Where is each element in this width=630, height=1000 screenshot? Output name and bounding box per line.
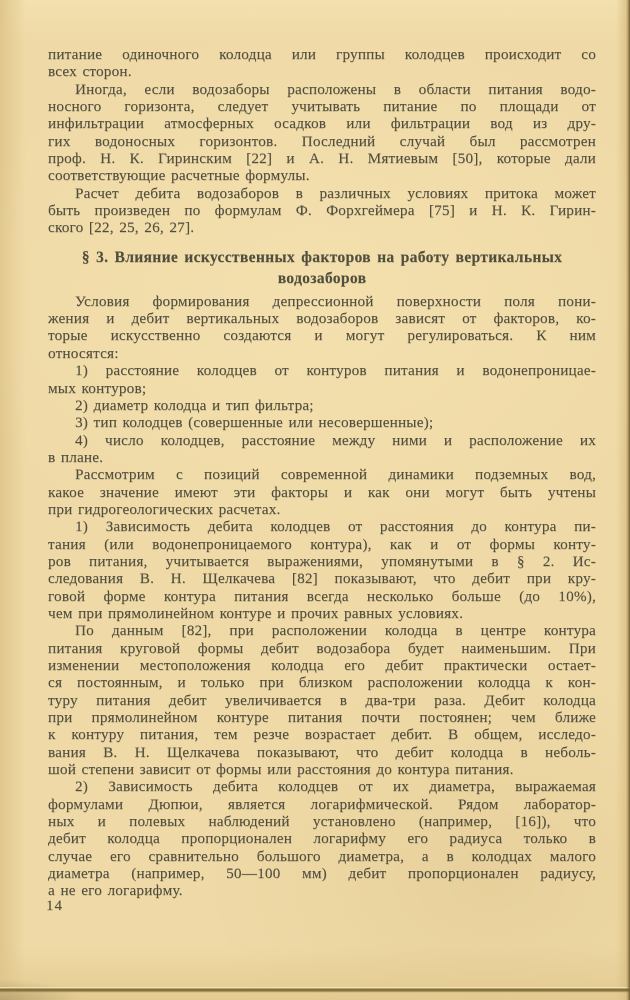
paragraph [48, 293, 596, 362]
text-line: соответствующие расчетные формулы. [48, 167, 310, 185]
text-line: инфильтрации атмосферных осадков или фильтрации вод из дру- [48, 115, 596, 133]
paragraph [48, 46, 596, 81]
text-line: при гидрогеологических расчетах. [48, 500, 281, 518]
paragraph [48, 362, 596, 397]
text-line: следования В. Н. Щелкачева [82] показывают, что дебит при кру- [48, 570, 596, 588]
paragraph [48, 432, 596, 467]
text-line: тания (или водонепроницаемого контура), как и от формы конту- [48, 535, 596, 553]
text-line: Рассмотрим с позиций современной динамики подземных вод, [75, 466, 596, 484]
text-line: Расчет дебита водозаборов в различных условиях притока может [75, 184, 596, 202]
text-line: проф. Н. К. Гиринским [22] и А. Н. Мятиевым [50], которые дали [48, 150, 596, 168]
text-line: Условия формирования депрессионной поверхности поля пони- [75, 292, 596, 310]
text-line: 2) диаметр колодца и тип фильтра; [75, 396, 314, 414]
text-line: мых контуров; [48, 379, 147, 397]
text-line: какое значение имеют эти факторы и как они могут быть учтены [48, 483, 596, 501]
text-line: водозаборов [277, 269, 367, 287]
text-line: диаметра (например, 50—100 мм) дебит пропорционален радиусу, [48, 865, 596, 883]
text-line: По данным [82], при расположении колодца в центре контура [75, 622, 596, 640]
text-line: 4) число колодцев, расстояние между ними и расположение их [75, 431, 596, 449]
page-bottom-edge [0, 987, 630, 993]
text-line: питание одиночного колодца или группы колодцев происходит со [48, 46, 596, 63]
paragraph [48, 185, 596, 237]
text-line: носного горизонта, следует учитывать питание по площади от [48, 98, 596, 116]
paragraph [48, 778, 596, 899]
text-line: ского [22, 25, 26, 27]. [48, 219, 195, 237]
text-line: дебит колодца пропорционален логарифму его радиуса только в [48, 830, 596, 848]
text-line: вания В. Н. Щелкачева показывают, что дебит колодца в неболь- [48, 743, 596, 761]
text-line: случае его сравнительно большого диаметра, а в колодцах малого [48, 847, 596, 865]
text-line: 1) Зависимость дебита колодцев от расстояния до контура пи- [75, 518, 596, 536]
text-line: 2) Зависимость дебита колодцев от их диаметра, выражаемая [75, 778, 596, 796]
text-line: при прямолинейном контуре питания почти постоянен; чем ближе [48, 709, 596, 727]
paragraph [48, 81, 596, 185]
paragraph [48, 518, 596, 622]
text-line: относятся: [48, 344, 119, 362]
text-line: § 3. Влияние искусственных факторов на работу вертикальных [81, 248, 563, 266]
text-line: шой степени зависит от формы или расстояния до контура питания. [48, 761, 514, 779]
text-line: а не его логарифму. [48, 882, 183, 900]
text-line: 1) расстояние колодцев от контуров питания и водонепроницае- [75, 362, 596, 380]
page-number: 14 [46, 898, 63, 914]
paragraph [48, 397, 596, 414]
text-line: в плане. [48, 448, 104, 466]
bottom-left-corner-shadow [0, 960, 120, 1000]
text-line: чем при прямолинейном контуре и прочих равных условиях. [48, 604, 464, 622]
text-line: ных и полевых наблюдений установлено (например, [16]), что [48, 813, 596, 831]
text-line: жения и дебит вертикальных водозаборов зависят от факторов, ко- [48, 310, 596, 328]
text-line: 3) тип колодцев (совершенные или несовершенные); [75, 414, 434, 432]
page-text-block [48, 46, 596, 900]
text-line: торые искусственно создаются и могут регулироваться. К ним [48, 327, 596, 345]
text-line: быть произведен по формулам Ф. Форхгеймера [75] и Н. К. Гирин- [48, 202, 596, 220]
text-line: туру питания дебит увеличивается в два-три раза. Дебит колодца [48, 691, 596, 709]
paragraph [48, 414, 596, 431]
text-line: всех сторон. [48, 63, 132, 81]
text-line: ров питания, учитывается выражениями, упомянутыми в § 2. Ис- [48, 552, 596, 570]
paragraph [48, 622, 596, 778]
page-right-edge [626, 0, 630, 1000]
text-line: изменении местоположения колодца его дебит практически остает- [48, 657, 596, 674]
section-heading [48, 247, 596, 289]
text-line: ся постоянным, и только при близком расположении колодца к кон- [48, 674, 596, 692]
text-line: говой форме контура питания всегда несколько больше (до 10%), [48, 587, 596, 605]
text-line: формулами Дюпюи, является логарифмической. Рядом лаборатор- [48, 795, 596, 813]
paragraph [48, 466, 596, 518]
text-line: к контуру питания, тем резче возрастает дебит. В общем, исследо- [48, 726, 596, 744]
text-line: питания круговой формы дебит водозабора будет наименьшим. При [48, 639, 596, 657]
text-line: гих водоносных горизонтов. Последний случай был рассмотрен [48, 132, 596, 150]
text-line: Иногда, если водозаборы расположены в области питания водо- [75, 80, 596, 98]
